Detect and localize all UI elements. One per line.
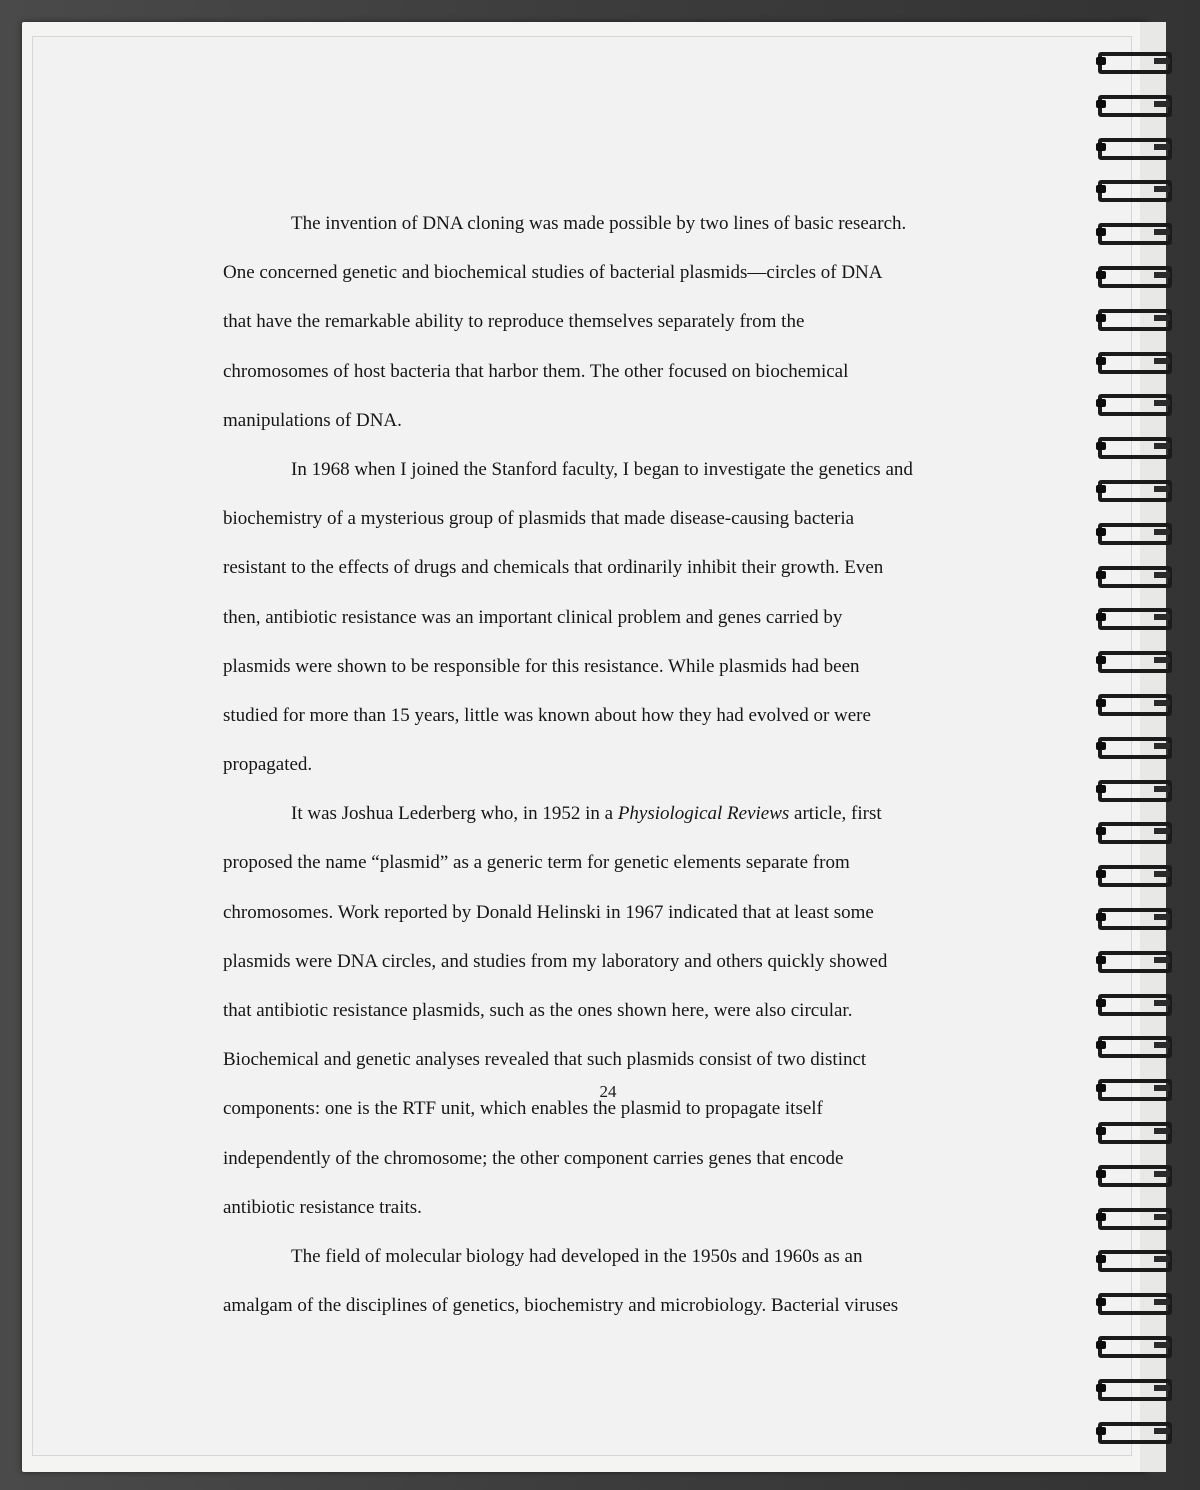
binding-hole bbox=[1096, 956, 1106, 964]
binding-hole bbox=[1096, 1427, 1106, 1435]
paragraph-2-line-3: resistant to the effects of drugs and chemicals that ordinarily inhibit their growth. Even bbox=[223, 557, 884, 579]
paragraph-2-line-4: then, antibiotic resistance was an important clinical problem and genes carried by bbox=[223, 606, 843, 628]
binding-coil bbox=[1094, 1206, 1170, 1228]
binding-coil bbox=[1094, 1377, 1170, 1399]
binding-coil bbox=[1094, 606, 1170, 628]
binding-coil-tail bbox=[1154, 1128, 1170, 1134]
binding-hole bbox=[1096, 613, 1106, 621]
binding-hole bbox=[1096, 827, 1106, 835]
paragraph-1-line-2: One concerned genetic and biochemical studies of bacterial plasmids—circles of DNA bbox=[223, 262, 883, 284]
journal-title: Physiological Reviews bbox=[617, 803, 790, 825]
binding-hole bbox=[1096, 913, 1106, 921]
binding-coil-tail bbox=[1154, 529, 1170, 535]
binding-coil-tail bbox=[1154, 101, 1170, 107]
binding-coil bbox=[1094, 735, 1170, 757]
binding-coil-tail bbox=[1154, 272, 1170, 278]
binding-hole bbox=[1096, 442, 1106, 450]
binding-coil-tail bbox=[1154, 1171, 1170, 1177]
binding-hole bbox=[1096, 399, 1106, 407]
binding-hole bbox=[1096, 742, 1106, 750]
binding-hole bbox=[1096, 357, 1106, 365]
binding-coil bbox=[1094, 692, 1170, 714]
binding-hole bbox=[1096, 999, 1106, 1007]
paragraph-4-line-2: amalgam of the disciplines of genetics, biochemistry and microbiology. Bacterial viruses bbox=[223, 1295, 899, 1317]
binding-hole bbox=[1096, 1041, 1106, 1049]
binding-hole bbox=[1096, 571, 1106, 579]
binding-coil bbox=[1094, 478, 1170, 500]
binding-hole bbox=[1096, 100, 1106, 108]
paragraph-3-line-5: that antibiotic resistance plasmids, such as the ones shown here, were also circular. bbox=[223, 1000, 853, 1021]
binding-coil-tail bbox=[1154, 486, 1170, 492]
binding-coil-tail bbox=[1154, 1214, 1170, 1220]
binding-coil bbox=[1094, 649, 1170, 671]
binding-hole bbox=[1096, 271, 1106, 279]
paragraph-1-line-4: chromosomes of host bacteria that harbor them. The other focused on biochemical bbox=[223, 360, 849, 382]
paragraph-3-line-1 bbox=[223, 789, 1013, 838]
binding-hole bbox=[1096, 528, 1106, 536]
binding-coil bbox=[1094, 992, 1170, 1014]
binding-hole bbox=[1096, 143, 1106, 151]
binding-coil-tail bbox=[1154, 58, 1170, 64]
binding-coil-tail bbox=[1154, 1428, 1170, 1434]
paragraph-1-line-3: that have the remarkable ability to reproduce themselves separately from the bbox=[223, 311, 805, 333]
binding-hole bbox=[1096, 870, 1106, 878]
binding-coil-tail bbox=[1154, 914, 1170, 920]
binding-coil bbox=[1094, 50, 1170, 72]
binding-coil-tail bbox=[1154, 1085, 1170, 1091]
binding-coil-tail bbox=[1154, 743, 1170, 749]
binding-coil-tail bbox=[1154, 229, 1170, 235]
paragraph-3-suffix: article, first bbox=[789, 803, 882, 825]
binding-coil bbox=[1094, 1034, 1170, 1056]
spiral-binding bbox=[1094, 50, 1174, 1470]
binding-hole bbox=[1096, 656, 1106, 664]
paragraph-2-line-1: In 1968 when I joined the Stanford faculty, I began to investigate the genetics and bbox=[291, 458, 913, 480]
binding-coil bbox=[1094, 1291, 1170, 1313]
binding-hole bbox=[1096, 57, 1106, 65]
paragraph-3-line-4: plasmids were DNA circles, and studies from my laboratory and others quickly showed bbox=[223, 950, 888, 972]
binding-coil bbox=[1094, 820, 1170, 842]
binding-coil bbox=[1094, 178, 1170, 200]
binding-coil-tail bbox=[1154, 1342, 1170, 1348]
paragraph-3-line-2: proposed the name “plasmid” as a generic term for genetic elements separate from bbox=[223, 852, 850, 874]
binding-coil-tail bbox=[1154, 315, 1170, 321]
binding-hole bbox=[1096, 1127, 1106, 1135]
binding-coil-tail bbox=[1154, 614, 1170, 620]
binding-hole bbox=[1096, 1084, 1106, 1092]
binding-coil bbox=[1094, 1163, 1170, 1185]
binding-coil bbox=[1094, 93, 1170, 115]
paragraph-3-line-6: Biochemical and genetic analyses revealed that such plasmids consist of two distinct bbox=[223, 1049, 867, 1071]
binding-coil bbox=[1094, 350, 1170, 372]
paragraph-2-line-6: studied for more than 15 years, little was known about how they had evolved or were bbox=[223, 704, 871, 726]
binding-hole bbox=[1096, 1170, 1106, 1178]
paragraph-2-line-5: plasmids were shown to be responsible for this resistance. While plasmids had been bbox=[223, 655, 860, 677]
binding-coil-tail bbox=[1154, 144, 1170, 150]
binding-coil-tail bbox=[1154, 1000, 1170, 1006]
document-page bbox=[32, 36, 1132, 1456]
binding-coil bbox=[1094, 264, 1170, 286]
binding-hole bbox=[1096, 1384, 1106, 1392]
binding-coil-tail bbox=[1154, 572, 1170, 578]
binding-coil bbox=[1094, 221, 1170, 243]
paragraph-3-line-3: chromosomes. Work reported by Donald Helinski in 1967 indicated that at least some bbox=[223, 901, 874, 923]
binding-hole bbox=[1096, 1341, 1106, 1349]
binding-coil bbox=[1094, 906, 1170, 928]
binding-coil bbox=[1094, 435, 1170, 457]
binding-coil bbox=[1094, 949, 1170, 971]
binding-hole bbox=[1096, 1213, 1106, 1221]
paragraph-3-line-7: components: one is the RTF unit, which enables the plasmid to propagate itself bbox=[223, 1098, 823, 1120]
binding-coil bbox=[1094, 1077, 1170, 1099]
binding-coil-tail bbox=[1154, 1299, 1170, 1305]
binding-coil-tail bbox=[1154, 871, 1170, 877]
binding-hole bbox=[1096, 314, 1106, 322]
binding-coil bbox=[1094, 1248, 1170, 1270]
binding-hole bbox=[1096, 228, 1106, 236]
binding-coil bbox=[1094, 307, 1170, 329]
binding-coil-tail bbox=[1154, 400, 1170, 406]
paragraph-3-prefix: It was Joshua Lederberg who, in 1952 in a bbox=[291, 803, 618, 825]
binding-hole bbox=[1096, 1255, 1106, 1263]
binding-coil-tail bbox=[1154, 443, 1170, 449]
binding-hole bbox=[1096, 1298, 1106, 1306]
binding-coil-tail bbox=[1154, 1256, 1170, 1262]
binding-coil-tail bbox=[1154, 186, 1170, 192]
paragraph-2-line-2: biochemistry of a mysterious group of plasmids that made disease-causing bacteria bbox=[223, 508, 855, 530]
binding-coil-tail bbox=[1154, 1042, 1170, 1048]
binding-hole bbox=[1096, 699, 1106, 707]
binding-coil-tail bbox=[1154, 786, 1170, 792]
paragraph-1-line-1: The invention of DNA cloning was made possible by two lines of basic research. bbox=[291, 213, 907, 234]
binding-hole bbox=[1096, 185, 1106, 193]
binding-coil bbox=[1094, 521, 1170, 543]
page-number: 24 bbox=[599, 1082, 617, 1101]
binding-hole bbox=[1096, 485, 1106, 493]
paragraph-1-line-5: manipulations of DNA. bbox=[223, 409, 402, 431]
binding-hole bbox=[1096, 785, 1106, 793]
binding-coil bbox=[1094, 1120, 1170, 1142]
binding-coil-tail bbox=[1154, 657, 1170, 663]
binding-coil bbox=[1094, 778, 1170, 800]
paragraph-4-line-1: The field of molecular biology had developed in the 1950s and 1960s as an bbox=[291, 1245, 863, 1267]
binding-coil-tail bbox=[1154, 358, 1170, 364]
binding-coil bbox=[1094, 863, 1170, 885]
paragraph-3-line-8: independently of the chromosome; the other component carries genes that encode bbox=[223, 1147, 844, 1169]
binding-coil-tail bbox=[1154, 700, 1170, 706]
paragraph-2-line-7: propagated. bbox=[223, 754, 313, 776]
binding-coil bbox=[1094, 564, 1170, 586]
binding-coil-tail bbox=[1154, 957, 1170, 963]
binding-coil bbox=[1094, 1334, 1170, 1356]
body-text bbox=[223, 199, 1013, 1330]
binding-coil bbox=[1094, 392, 1170, 414]
binding-coil bbox=[1094, 136, 1170, 158]
binding-coil bbox=[1094, 1420, 1170, 1442]
binding-coil-tail bbox=[1154, 1385, 1170, 1391]
paragraph-3-line-9: antibiotic resistance traits. bbox=[223, 1196, 422, 1218]
binding-coil-tail bbox=[1154, 828, 1170, 834]
